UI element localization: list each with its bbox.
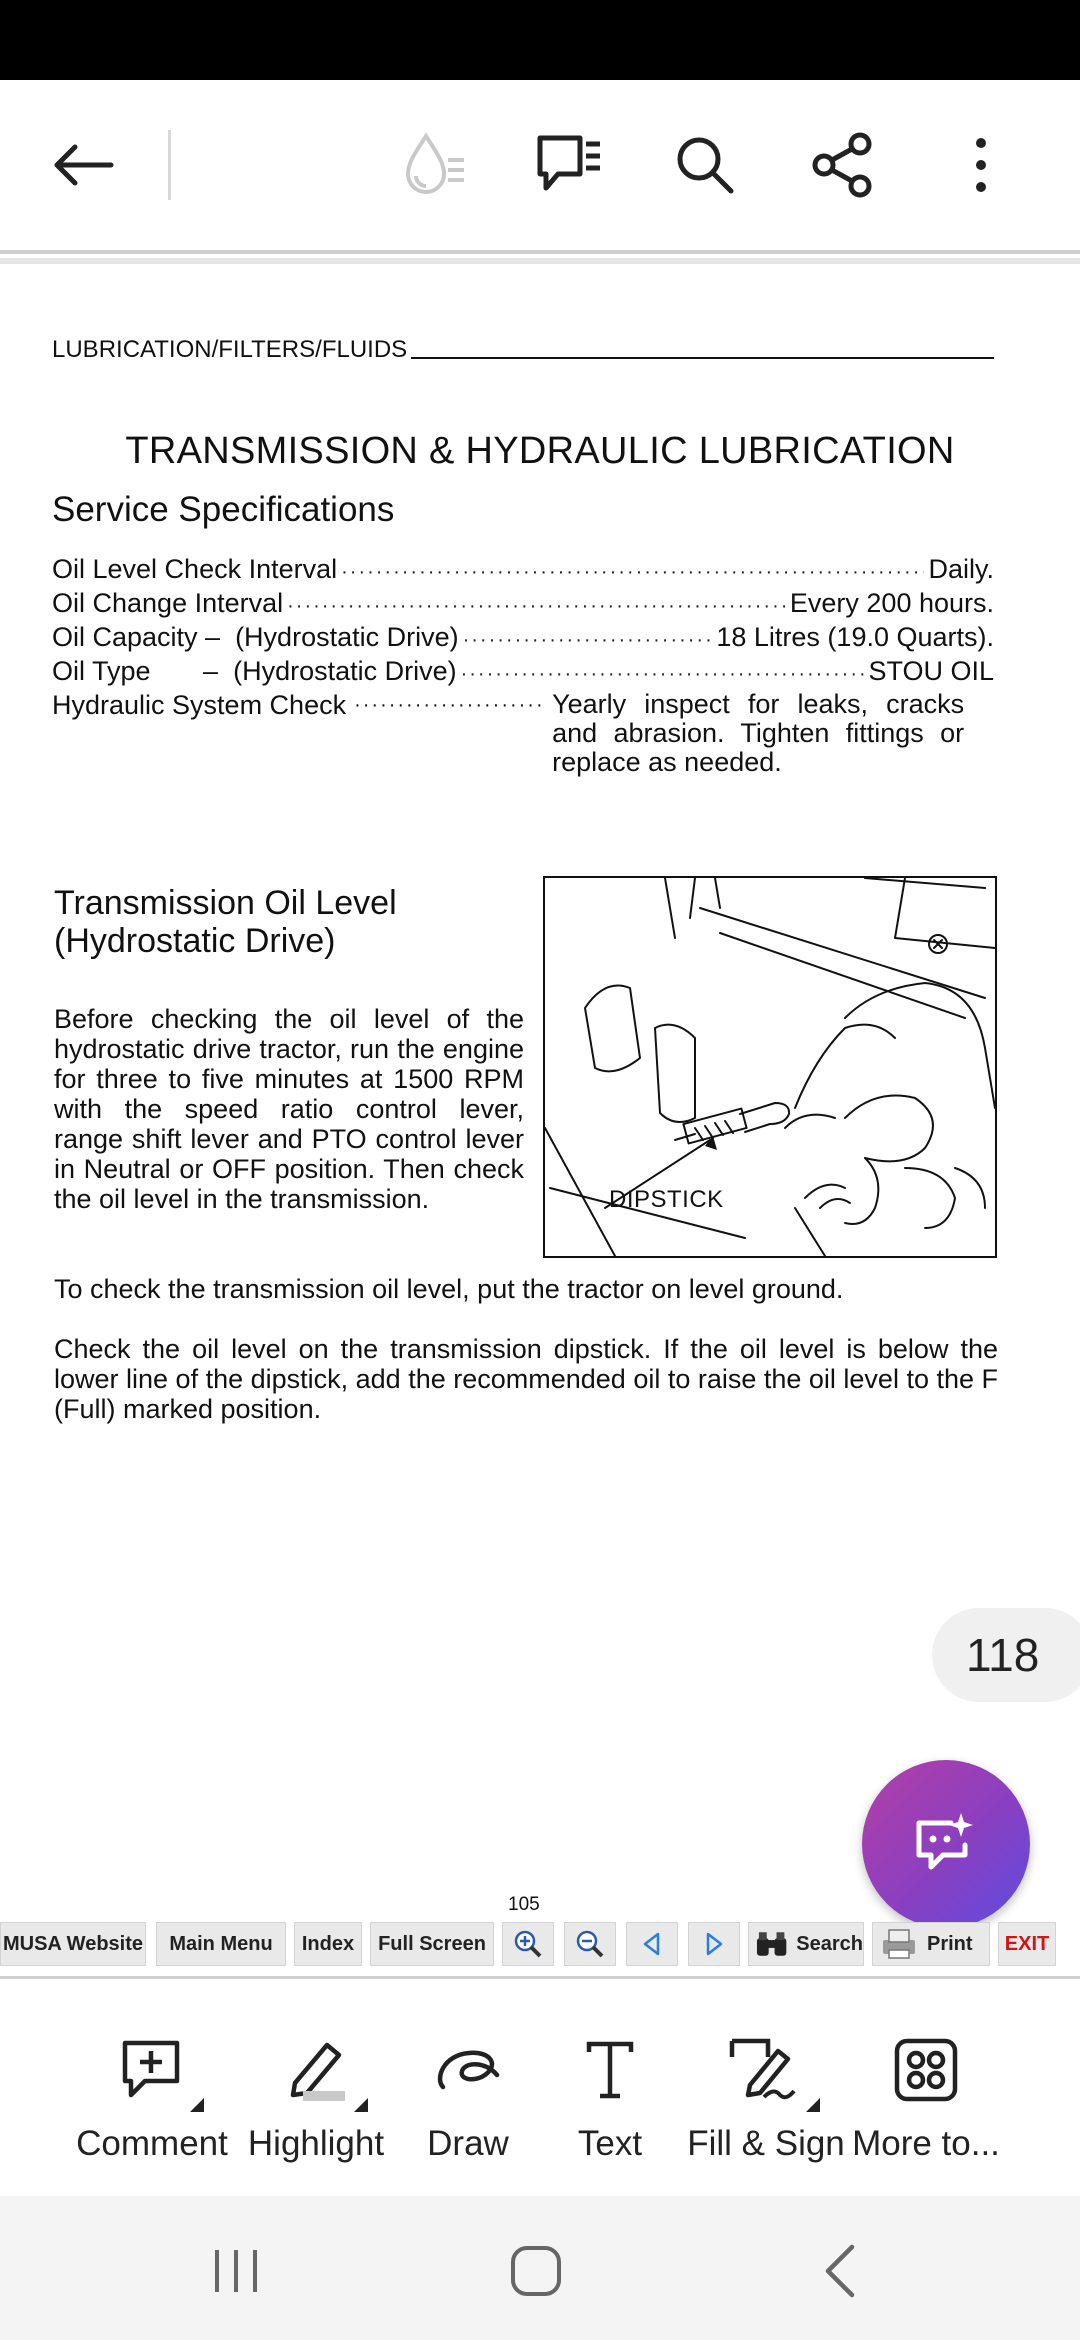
prev-page-icon xyxy=(640,1931,664,1957)
system-navigation-bar xyxy=(0,2196,1080,2340)
spec-row xyxy=(52,690,994,777)
comment-icon xyxy=(119,2037,185,2103)
spec-leader-dots xyxy=(463,625,713,656)
printer-icon xyxy=(879,1928,919,1960)
exit-button[interactable]: EXIT xyxy=(998,1922,1056,1966)
spec-value: STOU OIL xyxy=(868,656,994,686)
spec-label: Oil Type – (Hydrostatic Drive) xyxy=(52,656,457,686)
musa-website-button[interactable]: MUSA Website xyxy=(0,1922,146,1966)
next-page-icon xyxy=(702,1931,726,1957)
highlight-options-corner xyxy=(354,2098,368,2112)
tools-divider xyxy=(0,1976,1080,1979)
tool-label: Text xyxy=(577,2124,643,2163)
page-indicator[interactable]: 118 xyxy=(932,1608,1080,1702)
spec-leader-dots xyxy=(341,557,924,588)
spec-row xyxy=(52,554,994,588)
status-bar xyxy=(0,0,1080,80)
top-app-bar xyxy=(0,80,1080,250)
document-subtitle: Service Specifications xyxy=(52,490,395,529)
toolbar-separator xyxy=(168,130,171,200)
spec-value: Yearly inspect for leaks, cracks and abrasion. Tighten fittings or replace as needed. xyxy=(552,689,965,777)
binoculars-icon xyxy=(755,1930,788,1958)
comment-options-corner xyxy=(190,2098,204,2112)
section-header-rule xyxy=(411,357,994,359)
search-icon[interactable] xyxy=(660,120,750,210)
paragraph-level-ground: To check the transmission oil level, put the tractor on level ground. xyxy=(54,1274,844,1304)
tool-draw[interactable] xyxy=(388,2030,548,2180)
spec-label: Oil Capacity – (Hydrostatic Drive) xyxy=(52,622,459,652)
dipstick-illustration xyxy=(543,876,997,1258)
share-icon[interactable] xyxy=(798,120,888,210)
home-icon[interactable] xyxy=(496,2236,576,2306)
recent-apps-icon[interactable] xyxy=(196,2236,276,2306)
highlight-icon xyxy=(281,2037,351,2103)
tool-label: Highlight xyxy=(247,2124,385,2163)
spec-row xyxy=(52,656,994,690)
main-menu-button[interactable]: Main Menu xyxy=(156,1922,286,1966)
fill-sign-icon xyxy=(728,2037,804,2103)
search-button[interactable] xyxy=(748,1922,864,1966)
comments-icon[interactable] xyxy=(524,120,614,210)
document-title: TRANSMISSION & HYDRAULIC LUBRICATION xyxy=(125,430,955,472)
tool-label: More to... xyxy=(852,2124,1000,2163)
tool-label: Draw xyxy=(427,2124,509,2163)
tool-comment[interactable] xyxy=(72,2030,232,2180)
print-button-label: Print xyxy=(927,1932,973,1955)
spec-row xyxy=(52,588,994,622)
tool-text[interactable] xyxy=(530,2030,690,2180)
spec-value: Daily. xyxy=(928,554,994,584)
section-header xyxy=(52,336,994,364)
tool-highlight[interactable] xyxy=(236,2030,396,2180)
spec-label: Oil Change Interval xyxy=(52,588,284,618)
pdf-navigation-strip xyxy=(0,1922,1080,1966)
draw-icon xyxy=(433,2045,503,2095)
ai-assistant-button[interactable] xyxy=(862,1760,1030,1928)
spec-leader-dots xyxy=(287,591,786,622)
spec-row xyxy=(52,622,994,656)
section-title-transmission-oil-level: Transmission Oil Level (Hydrostatic Drive) xyxy=(54,884,397,960)
spec-value: 18 Litres (19.0 Quarts). xyxy=(716,622,994,652)
zoom-out-button[interactable] xyxy=(564,1922,616,1966)
spec-label: Oil Level Check Interval xyxy=(52,554,338,584)
liquid-mode-icon[interactable] xyxy=(388,120,478,210)
zoom-in-button[interactable] xyxy=(502,1922,554,1966)
bottom-tools-bar xyxy=(0,1980,1080,2195)
fill-sign-options-corner xyxy=(806,2098,820,2112)
paragraph-check-dipstick: Check the oil level on the transmission dipstick. If the oil level is below the lower line of the dipstick, add the recommended oil to raise the oil level to the F (Full) marked position. xyxy=(54,1334,998,1424)
next-page-button[interactable] xyxy=(688,1922,740,1966)
previous-page-button[interactable] xyxy=(626,1922,678,1966)
service-specifications xyxy=(52,554,994,777)
back-arrow-icon[interactable] xyxy=(38,120,128,210)
ai-assistant-icon xyxy=(911,1809,981,1879)
text-icon xyxy=(585,2040,635,2100)
more-options-icon[interactable] xyxy=(936,120,1026,210)
figure-label: DIPSTICK xyxy=(609,1186,724,1213)
section-header-text: LUBRICATION/FILTERS/FLUIDS xyxy=(52,336,408,363)
document-page xyxy=(0,264,1080,1964)
spec-label: Hydraulic System Check xyxy=(52,690,347,720)
index-button[interactable]: Index xyxy=(294,1922,362,1966)
spec-leader-dots xyxy=(461,659,865,690)
tool-label: Comment xyxy=(76,2124,228,2163)
full-screen-button[interactable]: Full Screen xyxy=(370,1922,494,1966)
pdf-page-number: 105 xyxy=(508,1894,540,1915)
zoom-in-icon xyxy=(513,1929,543,1959)
tool-fill-sign[interactable] xyxy=(686,2030,846,2180)
search-button-label: Search xyxy=(796,1932,863,1955)
print-button[interactable] xyxy=(872,1922,990,1966)
tool-label: Fill & Sign xyxy=(687,2124,845,2163)
zoom-out-icon xyxy=(575,1929,605,1959)
spec-leader-dots xyxy=(354,690,544,721)
spec-value: Every 200 hours. xyxy=(789,588,994,618)
system-back-icon[interactable] xyxy=(800,2236,880,2306)
topbar-divider xyxy=(0,250,1080,254)
paragraph-before-checking: Before checking the oil level of the hydrostatic drive tractor, run the engine for three to five minutes at 1500 RPM with the speed ratio control lever, range shift lever and PTO control lever in Neutral or OFF position. Then check the oil level in the transmission. xyxy=(54,1004,524,1214)
tool-more[interactable] xyxy=(846,2030,1006,2180)
more-tools-icon xyxy=(894,2038,958,2102)
